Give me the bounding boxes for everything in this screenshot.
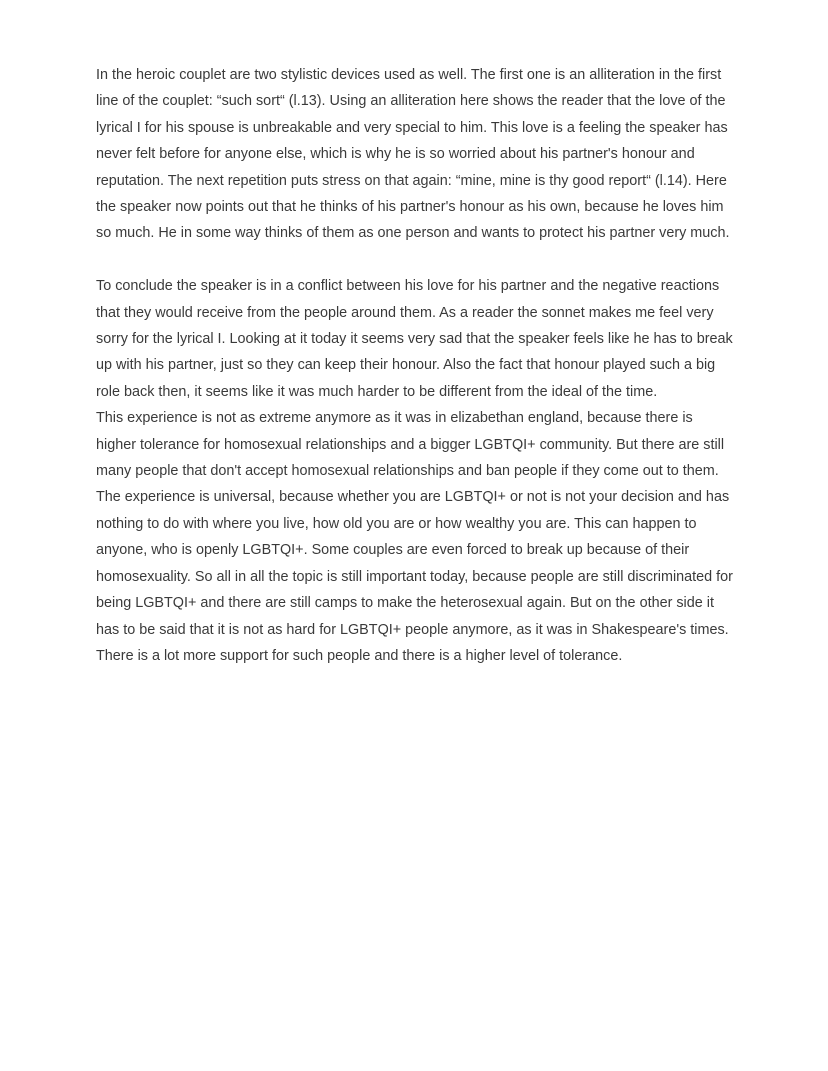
- paragraph-stylistic-devices: In the heroic couplet are two stylistic devices used as well. The first one is an alliteration in the first line of the couplet: “such sort“ (l.13). Using an alliteration here shows the reader that the love of the lyrical I for his spouse is unbreakable and very special to him. This love is a feeling the speaker has never felt before for anyone else, which is why he is so worried about his partner's honour and reputation. The next repetition puts stress on that again: “mine, mine is thy good report“ (l.14). Here the speaker now points out that he thinks of his partner's honour as his own, because he loves him so much. He in some way thinks of them as one person and wants to protect his partner very much.: [96, 67, 730, 242]
- paragraph-conclusion: To conclude the speaker is in a conflict between his love for his partner and the negative reactions that they would receive from the people around them. As a reader the sonnet makes me feel very sorry for the lyrical I. Looking at it today it seems very sad that the speaker feels like he has to break up with his partner, just so they can keep their honour. Also the fact that honour played such a big role back then, it seems like it was much harder to be different from the ideal of the time.: [96, 278, 733, 400]
- paragraph-spacer: [96, 247, 736, 273]
- document-body: [96, 62, 736, 669]
- paragraph-relevance-today: This experience is not as extreme anymore as it was in elizabethan england, because there is higher tolerance for homosexual relationships and a bigger LGBTQI+ community. But there are still many people that don't accept homosexual relationships and ban people if they come out to them. The experience is universal, because whether you are LGBTQI+ or not is not your decision and has nothing to do with where you live, how old you are or how wealthy you are. This can happen to anyone, who is openly LGBTQI+. Some couples are even forced to break up because of their homosexuality. So all in all the topic is still important today, because people are still discriminated for being LGBTQI+ and there are still camps to make the heterosexual again. But on the other side it has to be said that it is not as hard for LGBTQI+ people anymore, as it was in Shakespeare's times. There is a lot more support for such people and there is a higher level of tolerance.: [96, 410, 733, 664]
